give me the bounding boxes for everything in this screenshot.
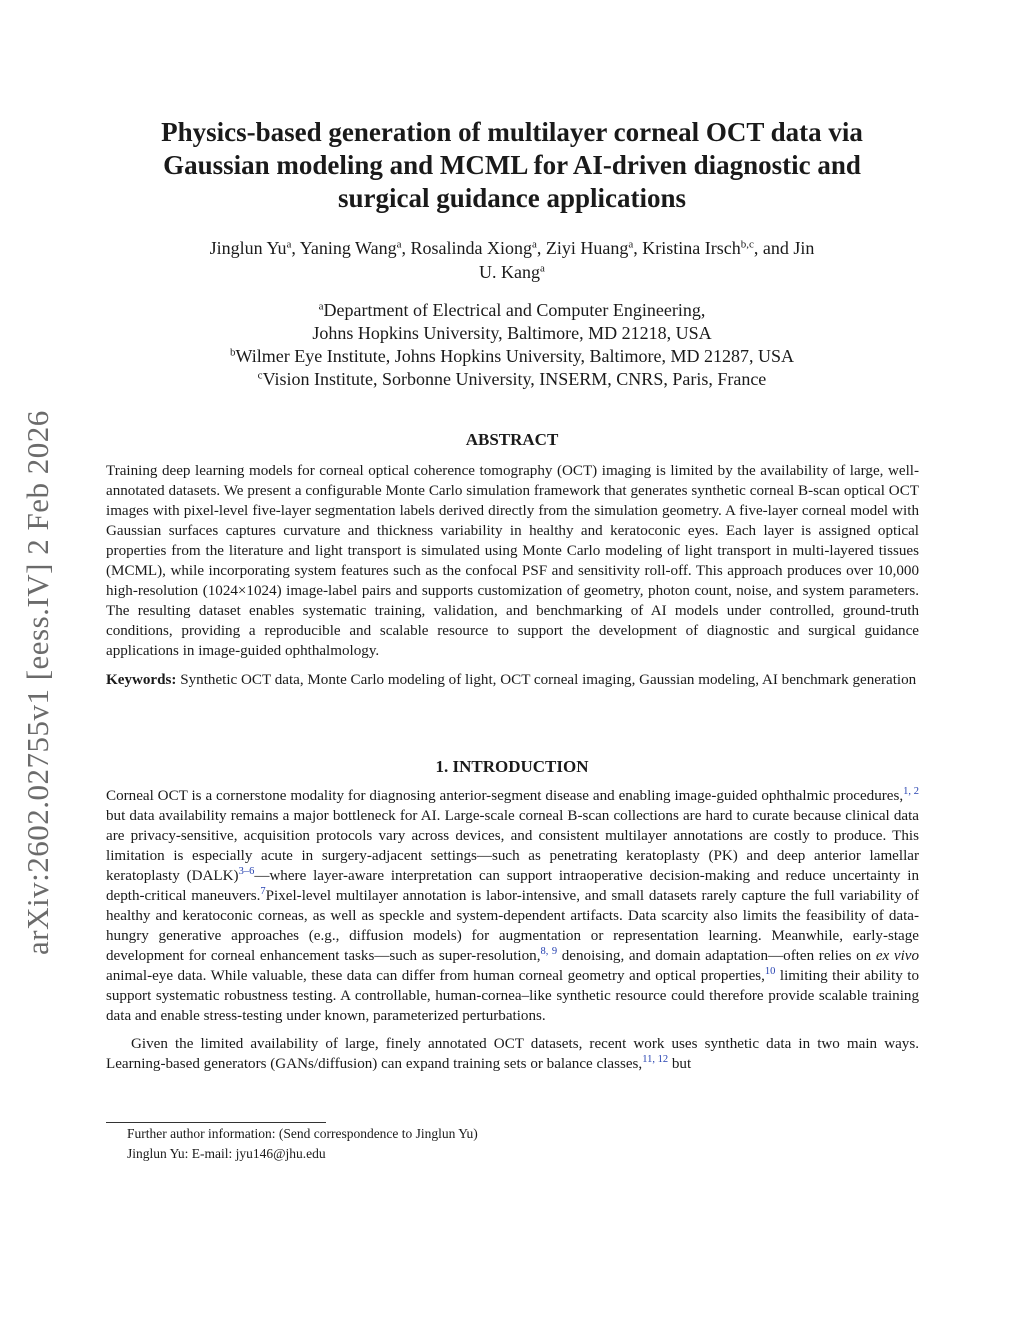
text-run: but [668, 1056, 692, 1072]
abstract-text: Training deep learning models for corneal optical coherence tomography (OCT) imaging is limited by the availability of large, well-annotated datasets. We present a configurable Monte Carlo simulation framework that generates synthetic corneal B-scan optical OCT images with pixel-level five-layer segmentation labels derived directly from the simulation geometry. A five-layer corneal model with Gaussian surfaces captures curvature and thickness variability in healthy and keratoconic eyes. Each layer is assigned optical properties from the literature and light transport is simulated using Monte Carlo modeling of light transport in multi-layered tissues (MCML), while incorporating system features such as the confocal PSF and sensitivity roll-off. This approach produces over 10,000 high-resolution (1024×1024) image-label pairs and supports customization of geometry, photon count, noise, and system parameters. The resulting dataset enables systematic training, validation, and benchmarking of AI models under controlled, ground-truth conditions, providing a reproducible and scalable resource to support the development of diagnostic and surgical guidance applications in image-guided ophthalmology. [106, 463, 919, 659]
introduction-heading: 1. INTRODUCTION [435, 757, 589, 776]
author-name: and Jin [762, 238, 815, 258]
affiliation-mark: a [531, 238, 537, 251]
affiliation-mark: a [540, 262, 545, 275]
citation-link[interactable]: 11, 12 [642, 1054, 669, 1066]
citation-link[interactable]: 8, 9 [540, 946, 558, 958]
text-run: animal-eye data. While valuable, these data can differ from human corneal geometry and optical properties, [106, 968, 765, 984]
introduction-body [106, 786, 919, 1074]
paper-title [100, 116, 924, 215]
author-name: Ziyi Huang [545, 238, 629, 258]
affiliation-mark: a [318, 300, 324, 313]
keywords [106, 670, 919, 690]
citation-link[interactable]: 7 [260, 886, 266, 898]
text-run: but data availability remains a major bottleneck for AI. Large-scale corneal B-scan collections are hard to curate because clinical data are privacy-sensitive, acquisition protocols vary across devices, and consistent multilayer annotations are costly to produce. This limitation is especially acute in surgery-adjacent settings—such as penetrating keratoplasty (PK) and deep anterior lamellar keratoplasty (DALK) [106, 808, 919, 884]
citation-link[interactable]: 1, 2 [903, 786, 919, 798]
affiliation-mark: b [229, 346, 236, 359]
intro-paragraph-2 [106, 1034, 919, 1074]
author-name: Yaning Wang [299, 238, 397, 258]
text-run: Given the limited availability of large, finely annotated OCT datasets, recent work uses synthetic data in two main ways. Learning-based generators (GANs/diffusion) can expand training sets or balance classes, [106, 1036, 919, 1072]
author-name: U. Kang [479, 262, 541, 282]
affiliation-mark: a [286, 238, 292, 251]
affiliation-text: Department of Electrical and Computer Engineering, [323, 300, 706, 320]
citation-link[interactable]: 10 [764, 966, 776, 978]
affiliation-mark: a [396, 238, 402, 251]
footnote-line: Further author information: (Send correspondence to Jinglun Yu) [127, 1126, 478, 1141]
footnotes [127, 1124, 827, 1164]
title-line: surgical guidance applications [337, 183, 687, 213]
author-list: Jinglun Yu$^a$, Yaning Wang$^a$, Rosalinda Xiong$^a$, Ziyi Huang$^a$, Kristina Irsch$^{b,c}$, and Jin U. Kang$^a$ [209, 238, 815, 282]
text-run: limiting their ability to support systematic robustness testing. A controllable, human-cornea–like synthetic resource could therefore provide scalable training data and enable stress-testing under known, parameterized perturbations. [106, 968, 919, 1024]
arxiv-identifier: arXiv:2602.02755v1 [eess.IV] 2 Feb 2026 [20, 410, 55, 955]
abstract-heading: ABSTRACT [465, 430, 559, 449]
affiliation-text: Johns Hopkins University, Baltimore, MD 21218, USA [312, 323, 712, 343]
affiliations [100, 299, 924, 391]
keywords-text: Synthetic OCT data, Monte Carlo modeling of light, OCT corneal imaging, Gaussian modeling, AI benchmark generation [180, 672, 917, 688]
affiliation-mark: b,c [740, 238, 754, 251]
affiliation-mark: a [628, 238, 634, 251]
affiliation-text: Vision Institute, Sorbonne University, INSERM, CNRS, Paris, France [262, 369, 767, 389]
author-name: Kristina Irsch [642, 238, 741, 258]
text-run: Pixel-level multilayer annotation is labor-intensive, and small datasets rarely capture the full variability of healthy and keratoconic corneas, as well as speckle and system-dependent artifacts. Data scarcity also limits the feasibility of data-hungry generative approaches (e.g., diffusion models) for augmentation or representation learning. Meanwhile, early-stage development for corneal enhancement tasks—such as super-resolution, [106, 888, 919, 964]
abstract-body [106, 461, 919, 690]
emphasis-text: ex vivo [875, 948, 920, 964]
author-name: Jinglun Yu [209, 238, 287, 258]
text-run: —where layer-aware interpretation can support intraoperative decision-making and reduce uncertainty in depth-critical maneuvers. [106, 868, 919, 904]
affiliation-mark: c [257, 369, 263, 382]
text-run: Corneal OCT is a cornerstone modality for diagnosing anterior-segment disease and enabling image-guided ophthalmic procedures, [106, 788, 904, 804]
affiliation-text: Wilmer Eye Institute, Johns Hopkins University, Baltimore, MD 21287, USA [235, 346, 795, 366]
intro-paragraph-1 [106, 786, 919, 1026]
keywords-label: Keywords: [106, 672, 177, 688]
title-line: Physics-based generation of multilayer corneal OCT data via [161, 117, 863, 147]
text-run: denoising, and domain adaptation—often relies on [557, 948, 876, 964]
author-name: Rosalinda Xiong [410, 238, 532, 258]
citation-link[interactable]: 3–6 [238, 866, 255, 878]
title-line: Gaussian modeling and MCML for AI-driven diagnostic and [163, 150, 861, 180]
footnote-divider [106, 1122, 326, 1123]
footnote-email: Jinglun Yu: E-mail: jyu146@jhu.edu [127, 1146, 326, 1161]
